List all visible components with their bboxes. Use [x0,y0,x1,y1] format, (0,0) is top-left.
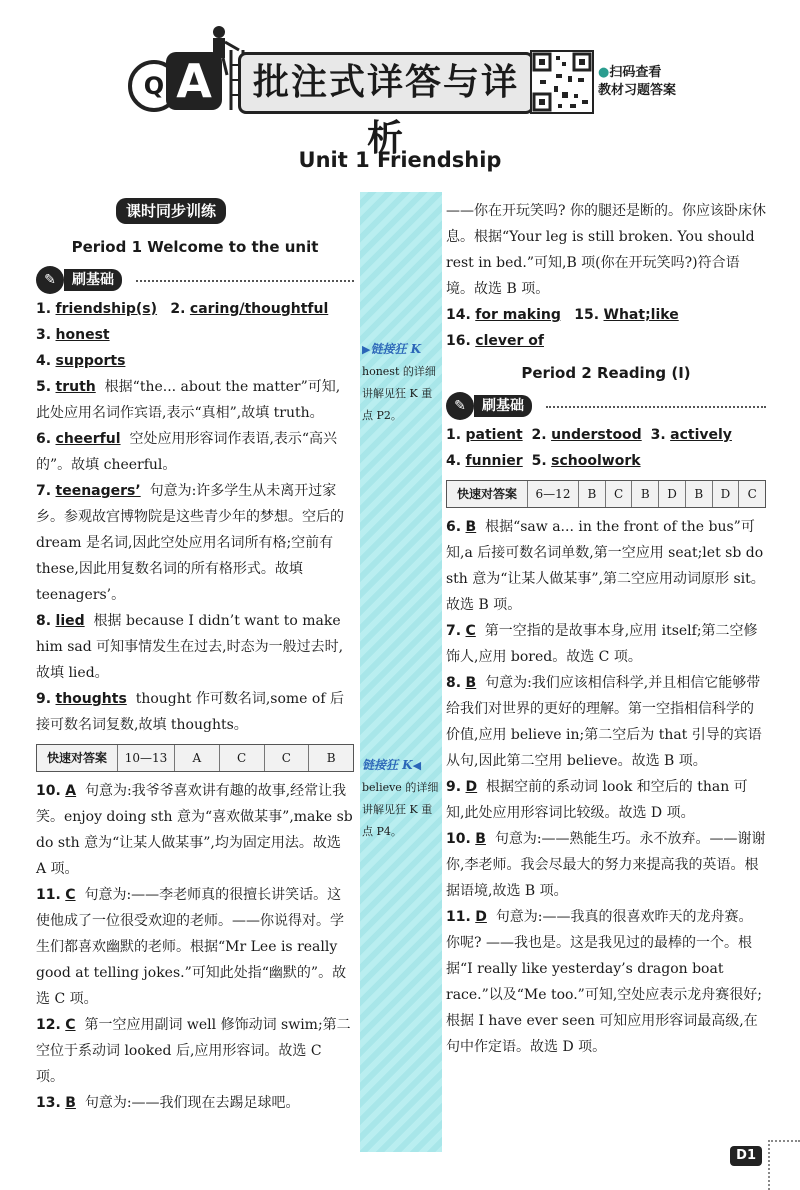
arrow-icon: ◀ [412,759,422,772]
answer-item: 10. B 句意为:——熟能生巧。永不放弃。——谢谢你,李老师。我会尽最大的努力来提高我的英语。根据语境,故选 B 项。 [446,831,766,899]
answer-item: 5. truth 根据“the... about the matter”可知,此处应用名词作宾语,表示“真相”,故填 truth。 [36,379,341,421]
link-tag: 链接狂 K [370,342,422,356]
answer-line: 4. supports [36,353,126,369]
shuaji-header: ✎ 刷基础 [446,392,766,420]
quick-answer-table: 快速对答案 6—12 B C B D B D C [446,480,766,508]
answer-line: 3. honest [36,327,110,343]
side-note-believe: 链接狂 K◀ believe 的详细讲解见狂 K 重点 P4。 [362,758,439,838]
answer-line: 16. clever of [446,333,544,349]
answer-line: 4. funnier 5. schoolwork [446,453,641,469]
a-badge-icon: A [166,52,222,110]
answer-line: 1. patient 2. understood 3. actively [446,427,732,443]
section-badge: 课时同步训练 [116,198,226,224]
arrow-icon: ▶ [362,343,371,356]
scan-dot-icon: ● [598,65,610,80]
right-column [446,198,766,1060]
shuaji-header: ✎ 刷基础 [36,266,354,294]
answer-item: 12. C 第一空应用副词 well 修饰动词 swim;第二空位于系动词 looked 后,应用形容词。故选 C 项。 [36,1017,351,1085]
quick-answer-table: 快速对答案 10—13 A C C B [36,744,354,772]
answer-item: 13. B 句意为:——我们现在去踢足球吧。 [36,1095,300,1111]
answer-line: 14. for making 15. What;like [446,307,679,323]
unit-title: Unit 1 Friendship [298,148,502,172]
answer-item: 8. B 句意为:我们应该相信科学,并且相信它能够带给我们对世界的更好的理解。第一空指相信科学的价值,应用 believe in;第二空后为 that 引导的宾语从句,因此第二空用 believe。故选 B 项。 [446,675,762,769]
brush-icon: ✎ [36,266,64,294]
page-number: D1 [730,1146,762,1166]
answer-item: 9. D 根据空前的系动词 look 和空后的 than 可知,此处应用形容词比较级。故选 D 项。 [446,779,748,821]
answer-item: 7. teenagers’ 句意为:许多学生从未离开过家乡。参观故宫博物院是这些青少年的梦想。空后的 dream 是名词,因此空处应用名词所有格;空前有 these,因此用复数名词的所有格形式。故填 teenagers’。 [36,483,344,603]
period-title: Period 1 Welcome to the unit [71,238,319,256]
page-corner-decoration [768,1140,800,1190]
answer-item: 6. B 根据“saw a... in the front of the bus”可知,a 后接可数名词单数,第一空应用 seat;let sb do sth 意为“让某人做某事”,第二空应用动词原形 sit。故选 B 项。 [446,519,765,613]
answer-item: 7. C 第一空指的是故事本身,应用 itself;第二空修饰人,应用 bored。故选 C 项。 [446,623,758,665]
side-note-honest: ▶链接狂 K honest 的详细讲解见狂 K 重点 P2。 [362,342,436,422]
answer-item-continued: ——你在开玩笑吗? 你的腿还是断的。你应该卧床休息。根据“Your leg is still broken. You should rest in bed.”可知,B 项(你在开玩笑吗?)符合语境。故选 B 项。 [446,203,766,297]
scan-hint: ●扫码查看 教材习题答案 [598,65,677,98]
period-title: Period 2 Reading (Ⅰ) [521,364,691,382]
brush-icon: ✎ [446,392,474,420]
link-tag: 链接狂 K [362,758,413,772]
page-header [0,0,800,159]
answer-item: 9. thoughts thought 作可数名词,some of 后接可数名词复数,故填 thoughts。 [36,691,344,733]
answer-line: 1. friendship(s) 2. caring/thoughtful [36,301,329,317]
answer-item: 11. D 句意为:——我真的很喜欢昨天的龙舟赛。你呢? ——我也是。这是我见过的最棒的一个。根据“I really like yesterday’s dragon boat race.”以及“Me too.”可知,空处应表示龙舟赛很好;根据 I have ever seen 可知应用形容词最高级,在句中作定语。故选 D 项。 [446,909,763,1055]
q-bubble-icon: Q [128,60,180,112]
answer-item: 10. A 句意为:我爷爷喜欢讲有趣的故事,经常让我笑。enjoy doing sth 意为“喜欢做某事”,make sb do sth 意为“让某人做某事”,均为固定用法。故选 A 项。 [36,783,353,877]
left-column [36,198,354,1116]
answer-item: 8. lied 根据 because I didn’t want to make him sad 可知事情发生在过去,时态为一般过去时,故填 lied。 [36,613,344,681]
header-title: 批注式详答与详析 [238,52,534,114]
middle-strip [360,192,442,1152]
qr-code-icon[interactable] [530,50,594,114]
answer-item: 11. C 句意为:——李老师真的很擅长讲笑话。这使他成了一位很受欢迎的老师。——你说得对。学生们都喜欢幽默的老师。根据“Mr Lee is really good at telling jokes.”可知此处指“幽默的”。故选 C 项。 [36,887,347,1007]
answer-item: 6. cheerful 空处应用形容词作表语,表示“高兴的”。故填 cheerful。 [36,431,338,473]
